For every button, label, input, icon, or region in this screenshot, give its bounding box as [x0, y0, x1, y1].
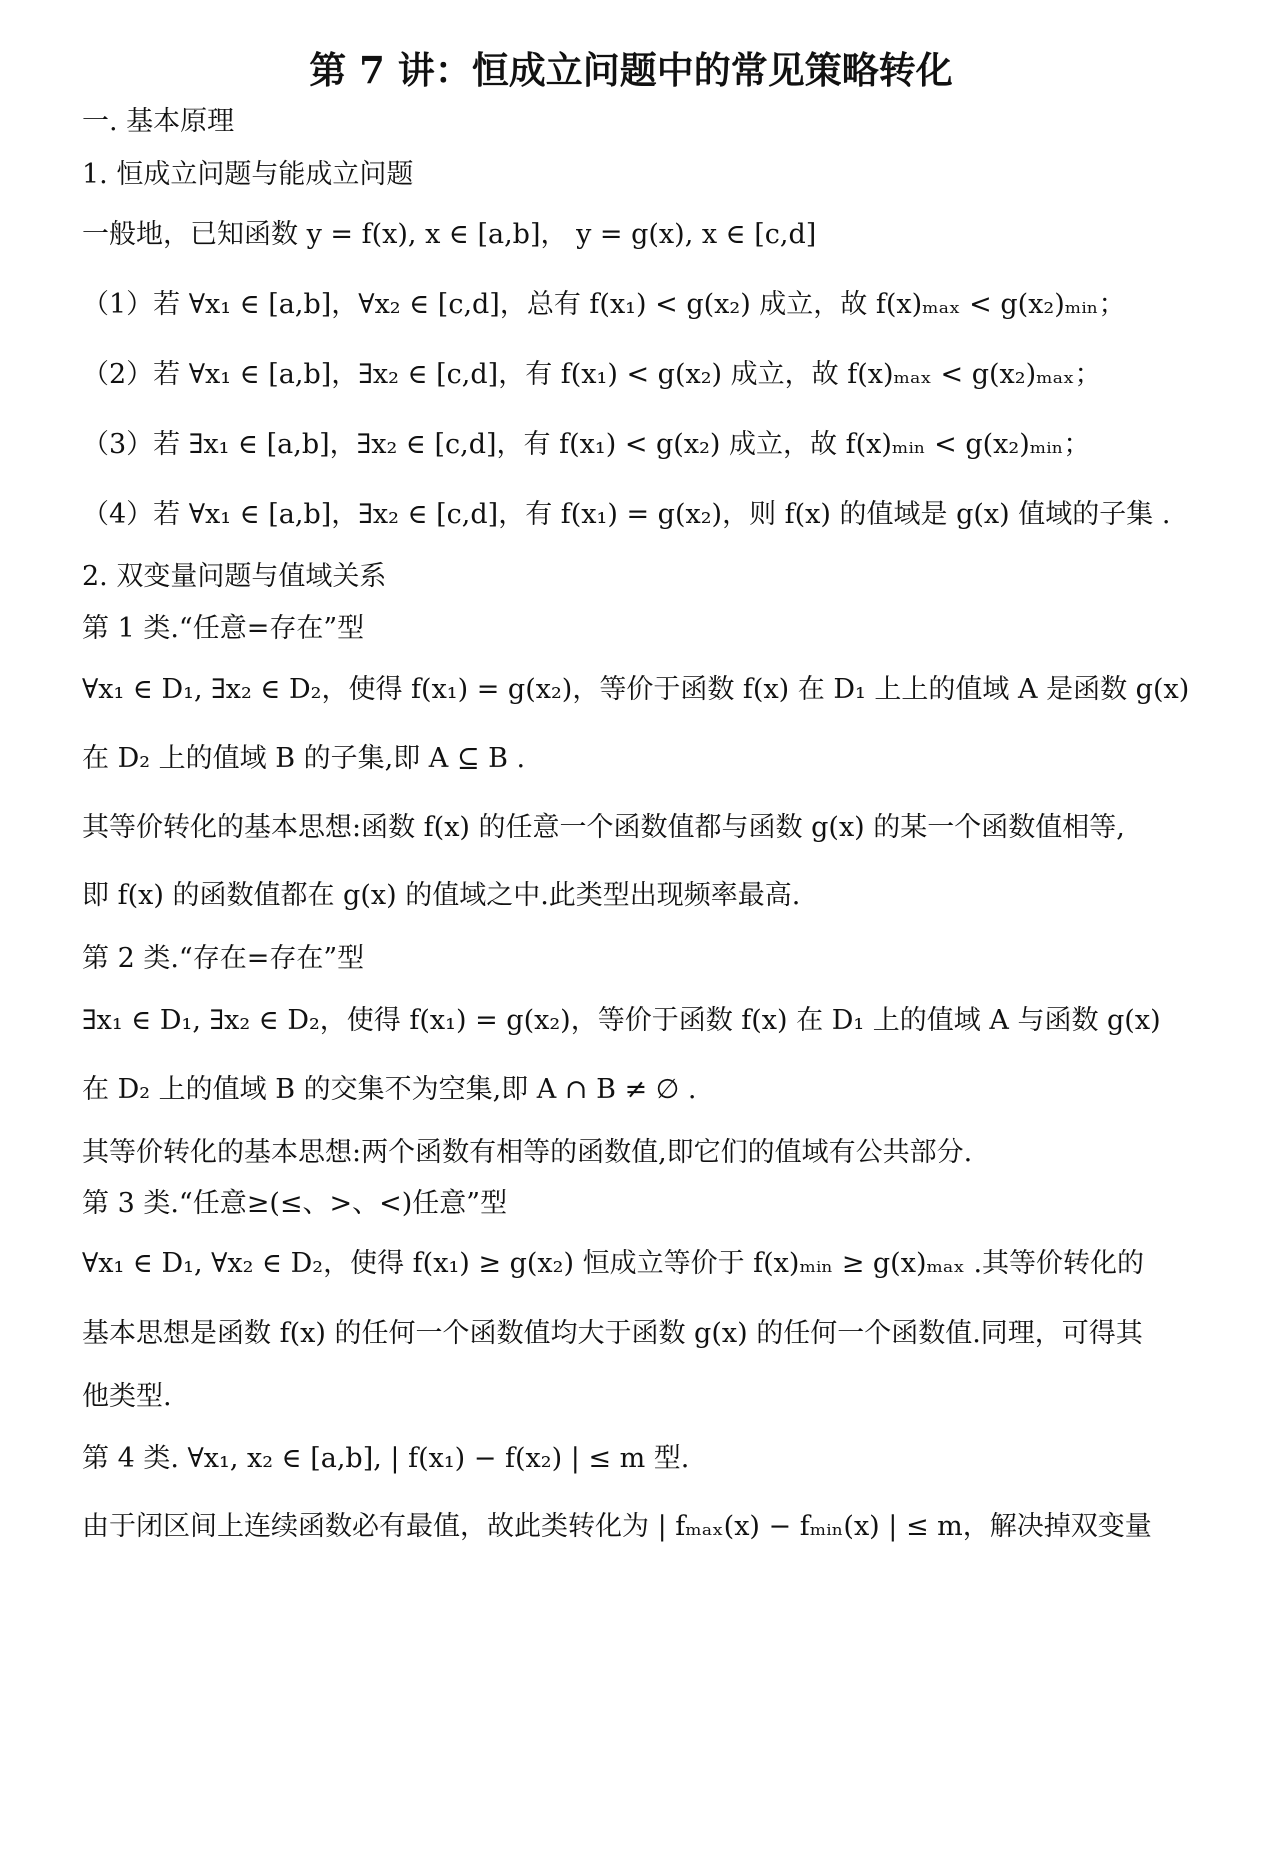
paragraph-line: ∀x₁ ∈ D₁, ∃x₂ ∈ D₂，使得 f(x₁) = g(x₂)，等价于函数 f(x) 在 D₁ 上上的值域 A 是函数 g(x)	[82, 674, 1190, 705]
paragraph-line: ∀x₁ ∈ D₁, ∀x₂ ∈ D₂，使得 f(x₁) ≥ g(x₂) 恒成立等价于 f(x)ₘᵢₙ ≥ g(x)ₘₐₓ .其等价转化的	[82, 1248, 1145, 1279]
type-1-heading: 第 1 类.“任意=存在”型	[82, 613, 365, 644]
case-1-line: （1）若 ∀x₁ ∈ [a,b]，∀x₂ ∈ [c,d]，总有 f(x₁) < g(x₂) 成立，故 f(x)ₘₐₓ < g(x₂)ₘᵢₙ；	[82, 289, 1126, 320]
subsection-heading-2: 2. 双变量问题与值域关系	[82, 561, 387, 592]
section-heading-principles: 一. 基本原理	[82, 106, 235, 137]
paragraph-line: 在 D₂ 上的值域 B 的交集不为空集,即 A ∩ B ≠ ∅ .	[82, 1074, 697, 1105]
paragraph-line: 其等价转化的基本思想:两个函数有相等的函数值,即它们的值域有公共部分.	[82, 1137, 973, 1168]
case-4-line: （4）若 ∀x₁ ∈ [a,b]，∃x₂ ∈ [c,d]，有 f(x₁) = g(x₂)，则 f(x) 的值域是 g(x) 值域的子集 .	[82, 499, 1171, 530]
case-2-line: （2）若 ∀x₁ ∈ [a,b]，∃x₂ ∈ [c,d]，有 f(x₁) < g(x₂) 成立，故 f(x)ₘₐₓ < g(x₂)ₘₐₓ；	[82, 359, 1102, 390]
type-2-heading: 第 2 类.“存在=存在”型	[82, 943, 365, 974]
paragraph-line: 在 D₂ 上的值域 B 的子集,即 A ⊆ B .	[82, 743, 526, 774]
paragraph-line: 一般地，已知函数 y = f(x), x ∈ [a,b]， y = g(x), x ∈ [c,d]	[82, 219, 817, 250]
paragraph-line: 基本思想是函数 f(x) 的任何一个函数值均大于函数 g(x) 的任何一个函数值.同理，可得其	[82, 1318, 1143, 1349]
subsection-heading-1: 1. 恒成立问题与能成立问题	[82, 159, 414, 190]
document-title: 第 7 讲：恒成立问题中的常见策略转化	[309, 48, 953, 92]
paragraph-line: 由于闭区间上连续函数必有最值，故此类转化为 | fₘₐₓ(x) − fₘᵢₙ(x) | ≤ m，解决掉双变量	[82, 1511, 1152, 1542]
paragraph-line: 其等价转化的基本思想:函数 f(x) 的任意一个函数值都与函数 g(x) 的某一个函数值相等,	[82, 812, 1125, 843]
paragraph-line: ∃x₁ ∈ D₁, ∃x₂ ∈ D₂，使得 f(x₁) = g(x₂)，等价于函数 f(x) 在 D₁ 上的值域 A 与函数 g(x)	[82, 1005, 1161, 1036]
case-3-line: （3）若 ∃x₁ ∈ [a,b]，∃x₂ ∈ [c,d]，有 f(x₁) < g(x₂) 成立，故 f(x)ₘᵢₙ < g(x₂)ₘᵢₙ；	[82, 429, 1091, 460]
paragraph-line: 他类型.	[82, 1381, 172, 1412]
type-3-heading: 第 3 类.“任意≥(≤、>、<)任意”型	[82, 1188, 508, 1219]
type-4-heading: 第 4 类. ∀x₁, x₂ ∈ [a,b], | f(x₁) − f(x₂) | ≤ m 型.	[82, 1443, 690, 1474]
paragraph-line: 即 f(x) 的函数值都在 g(x) 的值域之中.此类型出现频率最高.	[82, 880, 801, 911]
